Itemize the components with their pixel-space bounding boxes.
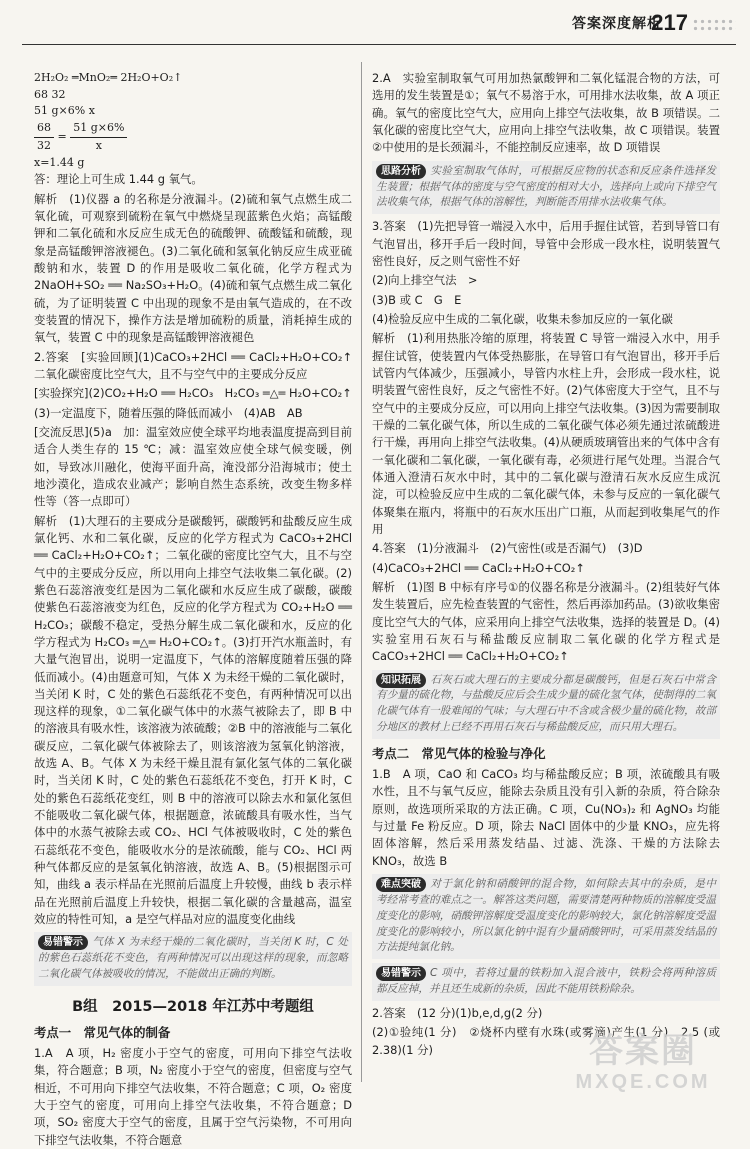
- fraction-left: [34, 120, 54, 154]
- page-header: [0, 0, 750, 52]
- left-column: [34, 70, 364, 1147]
- tip-text: 对于氯化钠和硝酸钾的混合物，如何除去其中的杂质，是中考经常考查的难点之一。解答这类问题，需要清楚两种物质的溶解度受温度变化的影响，硝酸钾溶解度受温度变化的影响较大，氯化钠溶解度受温度变化的影响较小，所以氯化钠中混有少量硝酸钾时，可采用蒸发结晶的方法提纯氯化钠。: [376, 877, 716, 954]
- question-answer: 1.B A 项，CaO 和 CaCO₃ 均与稀盐酸反应；B 项，浓硫酸具有吸水性，且不与氧气反应，能除去杂质且没有引入新的杂质，符合除杂原则，故选项所采取的方法正确。C 项，Cu(NO₃)₂ 和 AgNO₃ 均能与过量 Fe 粉反应。D 项，除去 NaCl 固体中的少量 KNO₃，应先将固体溶解，然后采用蒸发结晶、过滤、洗涤、干燥的方法除去 KNO₃，故选 B: [372, 766, 720, 868]
- answer-paragraph: (4)CaCO₃+2HCl ══ CaCl₂+H₂O+CO₂↑: [372, 560, 585, 575]
- header-rule: [22, 44, 736, 45]
- answer-paragraph: 3.答案 (1)先把导管一端浸入水中，后用手握住试管，若到导管口有气泡冒出，移开手后一段时间，导管中会形成一段水柱，说明装置气密性良好，反之则气密性不好: [372, 219, 720, 268]
- question-answer: 1.A A 项，H₂ 密度小于空气的密度，可用向下排空气法收集，符合题意；B 项，N₂ 密度小于空气的密度，但密度与空气相近，不可用向下排空气法收集，不符合题意；C 项，O₂ 密度大于空气的密度，可用向上排空气法收集，不符合题意；D 项，SO₂ 密度大于空气的密度，且属于空气污染物，不可用向下排空气法收集，不符合题意: [34, 1045, 352, 1147]
- tip-tag: 知识拓展: [376, 673, 426, 688]
- tip-text: 石灰石或大理石的主要成分都是碳酸钙，但是石灰石中常含有少量的硫化物，与盐酸反应后会生成少量的硫化氢气体，使制得的二氧化碳气体有一股难闻的气味；与大理石中不含或含极少量的硫化物，故部分地区的教材上已经不再用石灰石与稀盐酸反应，而只用大理石。: [376, 673, 716, 734]
- tip-box: [372, 161, 720, 215]
- answer-paragraph: 4.答案 (1)分液漏斗 (2)气密性(或是否漏气) (3)D: [372, 541, 643, 556]
- answer-paragraph: [交流反思](5)a 加：温室效应使全球平均地表温度提高到目前适合人类生存的 15 ℃；减：温室效应使全球气候变暖，例如，导致冰川融化，使海平面升高，淹没部分沿海城市；使土地沙漠化，造成农业减产；影响自然生态系统，改变生物多样性等（答一点即可）: [34, 424, 352, 509]
- analysis-paragraph: 解析 (1)利用热胀冷缩的原理，将装置 C 导管一端浸入水中，用手握住试管，使装置内气体受热膨胀，在导管口有气泡冒出，移开手后试管内气体减少，压强减小，导管内水柱上升，会形成一段水柱，说明装置气密性良好，反之气密性不好。(2)气体密度大于空气，且不与空气中的主要成分反应，可以用向上排空气法收集。(3)因为需要制取干燥的二氧化碳气体，所以生成的二氧化碳气体必须先通过浓硫酸进行干燥，再用向上排空气法收集。(4)从硬质玻璃管出来的气体中含有一氧化碳和二氧化碳，一氧化碳有毒，必须进行尾气处理。当混合气体通入澄清石灰水中时，其中的二氧化碳与澄清石灰水反应生成沉淀，可以检验反应中生成的二氧化碳气体，未参与反应的一氧化碳气体聚集在瓶内，将瓶中的石灰水压出广口瓶，从而起到收集尾气的作用: [372, 331, 720, 536]
- analysis-paragraph: 解析 (1)图 B 中标有序号①的仪器名称是分液漏斗。(2)组装好气体发生装置后，应先检查装置的气密性，然后再添加药品。(3)欲收集密度比空气大的气体，应采用向上排空气法收集，选择的装置是 D。(4)实验室用石灰石与稀盐酸反应制取二氧化碳的化学方程式是 CaCO₃+2HCl ══ CaCl₂+H₂O+CO₂↑: [372, 579, 720, 664]
- tip-tag: 易错警示: [38, 935, 88, 950]
- fraction-right: [70, 120, 127, 154]
- group-title: B组 2015—2018 年江苏中考题组: [72, 999, 314, 1016]
- fraction-left-denominator: 32: [37, 138, 51, 152]
- answer-paragraph: (4)检验反应中生成的二氧化碳，收集未参加反应的一氧化碳: [372, 311, 673, 326]
- result-line: x=1.44 g: [34, 155, 85, 169]
- answer-paragraph: (3)B 或 C G E: [372, 292, 462, 307]
- watermark-logo: [554, 1031, 732, 1101]
- page-number: 217: [651, 10, 688, 35]
- column-divider: [361, 62, 362, 1082]
- tip-text: 实验室制取气体时，可根据反应物的状态和反应条件选择发生装置；根据气体的密度与空气密度的相对大小，选择向上或向下排空气法收集气体，根据气体的溶解性，判断能否用排水法收集气体。: [376, 164, 716, 209]
- tip-box: [372, 670, 720, 740]
- conclusion-text: 答：理论上可生成 1.44 g 氧气。: [34, 172, 203, 187]
- fraction-right-numerator: 51 g×6%: [70, 120, 127, 138]
- answer-paragraph: [实验探究](2)CO₂+H₂O ══ H₂CO₃ H₂CO₃ ═△═ H₂O+CO₂↑: [34, 386, 352, 401]
- answer-paragraph: 2.答案 (12 分)(1)b,e,d,g(2 分): [372, 1006, 543, 1021]
- tip-box: [34, 932, 352, 986]
- header-label: 答案深度解析: [572, 16, 662, 32]
- question-answer: 2.A 实验室制取氧气可用加热氯酸钾和二氧化锰混合物的方法，可选用的发生装置是①；氧气不易溶于水，可用排水法收集，故 A 项正确。氧气的密度比空气大，应用向上排空气法收集，故 B 项错误。二氧化碳的密度比空气大，应用向上排空气法收集，故 C 项错误。装置②中使用的是长颈漏斗，不能控制反应速率，故 D 项错误: [372, 71, 720, 155]
- header-decoration: [692, 18, 736, 32]
- tip-text: 气体 X 为未经干燥的二氧化碳时，当关闭 K 时，C 处的紫色石蕊纸花不变色，有两种情况可以出现这样的现象，而忽略二氧化碳气体被吸收的情况，不能做出正确的判断。: [38, 936, 348, 981]
- answer-paragraph: (3)一定温度下，随着压强的降低而减小 (4)AB AB: [34, 405, 303, 420]
- tip-tag: 易错警示: [376, 966, 426, 981]
- equation-mass-line: 68 32: [34, 87, 66, 101]
- proportion-line: $\frac{68}{32}$ = $\frac{51 g\times 6\%}{x}$: [34, 120, 352, 154]
- watermark-url: MXQE.COM: [575, 1071, 711, 1093]
- tip-box: [372, 963, 720, 1001]
- tip-box: [372, 874, 720, 959]
- equation-line: 2H₂O₂ ═MnO₂═ 2H₂O+O₂↑: [34, 71, 183, 84]
- section-title: 考点一 常见气体的制备: [34, 1025, 171, 1041]
- tip-text: C 项中，若将过量的铁粉加入混合液中，铁粉会将两种溶质都反应掉，并且还生成新的杂质，因此不能用铁粉除杂。: [376, 967, 716, 996]
- fraction-right-denominator: x: [95, 138, 102, 152]
- analysis-paragraph: 解析 (1)大理石的主要成分是碳酸钙，碳酸钙和盐酸反应生成氯化钙、水和二氧化碳，反应的化学方程式为 CaCO₃+2HCl ══ CaCl₂+H₂O+CO₂↑；二氧化碳的密度比空气大，且不与空气中的主要成分反应，所以用向上排空气法收集二氧化碳。(2)紫色石蕊溶液变红是因为二氧化碳和水反应生成了碳酸，碳酸使紫色石蕊溶液变为红色，反应的化学方程式为 CO₂+H₂O ══ H₂CO₃；碳酸不稳定，受热分解生成二氧化碳和水，反应的化学方程式为 H₂CO₃ ═△═ H₂O+CO₂↑。(3)打开汽水瓶盖时，有大量气泡冒出，说明一定温度下，气体的溶解度随着压强的降低而减小。(4)由题意可知，气体 X 为未经干燥的二氧化碳时，当关闭 K 时，C 处的紫色石蕊纸花不变色，有两种情况可以出现这样的现象，①二氧化碳气体中的水蒸气被除去了，即 B 中的溶液具有吸水性，该溶液为浓硫酸；②B 中的溶液能与二氧化碳反应，二氧化碳气体被除去了，则该溶液为氢氧化钠溶液，故选 A、B。气体 X 为未经干燥且混有氯化氢气体的二氧化碳时，当关闭 K 时，C 处的紫色石蕊纸花不变色，打开 K 时，C 处的紫色石蕊纸花变红，则 B 中的溶液可以除去水和氯化氢但不能吸收二氧化碳气体，根据题意，浓硫酸具有吸水性，当气体中的水蒸气被除去或 CO₂、HCl 气体被吸收时，C 处的紫色石蕊纸花不变色，能吸收水分的是浓硫酸，能与 CO₂、HCl 两种气体都反应的是氢氧化钠溶液，故选 A、B。(5)根据图示可知，曲线 a 表示样品在光照前后温度上升较慢，曲线 b 表示样品在光照前后温度上升较快，根据二氧化碳的含量越高，温室效应的特性可知，a 是空气样品对应的温度变化曲线: [34, 513, 352, 927]
- answer-paragraph: 2.答案 [实验回顾](1)CaCO₃+2HCl ══ CaCl₂+H₂O+CO₂↑ 二氧化碳密度比空气大，且不与空气中的主要成分反应: [34, 349, 364, 381]
- tip-tag: 难点突破: [376, 877, 426, 892]
- tip-tag: 思路分析: [376, 164, 426, 179]
- answer-paragraph: (2)①验纯(1 分) ②烧杯内壁有水珠(或雾滴)产生(1 分) 2.5 (或 2.38)(1 分): [372, 1025, 720, 1057]
- analysis-paragraph: 解析 (1)仪器 a 的名称是分液漏斗。(2)硫和氧气点燃生成二氧化硫，可观察到硫粉在氧气中燃烧呈现蓝紫色火焰；高锰酸钾和二氧化硫和水反应生成无色的硫酸钾、硫酸锰和硫酸，现象是高锰酸钾溶液褪色。(3)二氧化硫和氢氧化钠反应生成亚硫酸钠和水，装置 D 的作用是吸收二氧化硫，化学方程式为 2NaOH+SO₂ ══ Na₂SO₃+H₂O。(4)硫和氧气点燃生成二氧化硫，为了证明装置 C 中出现的现象不是由氧气造成的，在不改变装置的情况下，操作方法是增加硫粉的质量，消耗掉生成的氧气，装置 C 中的现象是高锰酸钾溶液褪色: [34, 191, 352, 345]
- right-column: [372, 70, 720, 1100]
- answer-paragraph: (2)向上排空气法 >: [372, 273, 478, 288]
- section-title: 考点二 常见气体的检验与净化: [372, 746, 546, 762]
- equation-given-line: 51 g×6% x: [34, 104, 95, 118]
- fraction-left-numerator: 68: [34, 120, 54, 138]
- watermark-text: 答案圈: [589, 1032, 697, 1070]
